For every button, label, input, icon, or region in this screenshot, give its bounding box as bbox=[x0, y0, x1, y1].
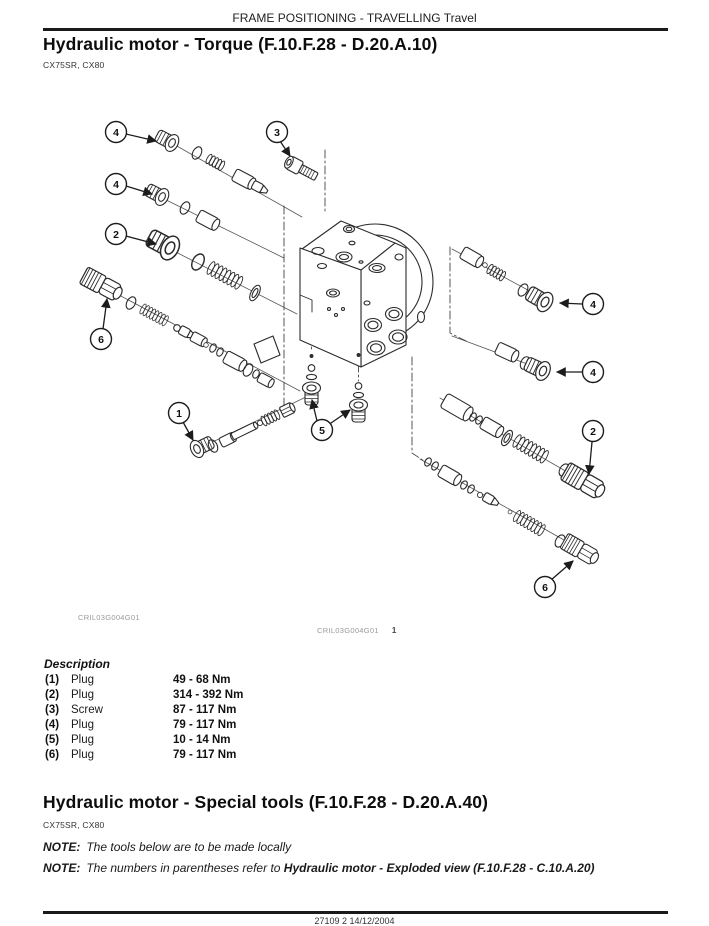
svg-text:4: 4 bbox=[590, 367, 596, 379]
note-2 bbox=[43, 861, 595, 875]
callout-3 bbox=[267, 122, 288, 143]
item-name: Plug bbox=[71, 749, 95, 762]
chain-screw3 bbox=[283, 155, 320, 183]
chain-plug4-right-top bbox=[459, 246, 556, 314]
valve-block bbox=[300, 221, 433, 367]
section-plate bbox=[254, 336, 280, 363]
svg-text:4: 4 bbox=[113, 179, 119, 191]
item-name: Plug bbox=[71, 689, 95, 702]
table-row bbox=[45, 688, 243, 703]
running-header: FRAME POSITIONING - TRAVELLING Travel bbox=[232, 11, 477, 25]
callout-2-b bbox=[583, 421, 604, 442]
note-text: The numbers in parentheses refer to bbox=[86, 861, 281, 875]
table-row bbox=[45, 673, 243, 688]
item-number: (2) bbox=[45, 689, 60, 702]
item-name: Plug bbox=[71, 674, 95, 686]
exploded-view-diagram bbox=[0, 100, 709, 640]
chain-plug1 bbox=[188, 402, 297, 460]
special-tools-title: Hydraulic motor - Special tools (F.10.F.28 - D.20.A.40) bbox=[43, 792, 489, 812]
svg-text:6: 6 bbox=[542, 582, 548, 594]
svg-text:1: 1 bbox=[176, 408, 182, 420]
item-number: (4) bbox=[45, 719, 60, 732]
item-number: (5) bbox=[45, 734, 60, 747]
torque-section-models: CX75SR, CX80 bbox=[43, 60, 105, 70]
table-row bbox=[45, 703, 243, 718]
item-number: (3) bbox=[45, 704, 60, 717]
table-row bbox=[45, 718, 243, 733]
item-torque: 79 - 117 Nm bbox=[173, 749, 237, 762]
table-row bbox=[45, 748, 243, 763]
svg-text:5: 5 bbox=[319, 425, 325, 437]
svg-text:4: 4 bbox=[113, 127, 119, 139]
svg-text:2: 2 bbox=[113, 229, 119, 241]
description-heading: Description bbox=[44, 657, 111, 671]
callout-4-a bbox=[106, 122, 127, 143]
callout-6-a bbox=[91, 329, 112, 350]
figure-page-ref: 1 bbox=[391, 626, 397, 635]
item-number: (6) bbox=[45, 749, 60, 762]
svg-text:6: 6 bbox=[98, 334, 104, 346]
callout-1 bbox=[169, 403, 190, 424]
figure-code: CRIL03G004G01 bbox=[317, 626, 379, 635]
svg-text:2: 2 bbox=[590, 426, 596, 438]
note-text: The tools below are to be made locally bbox=[86, 840, 292, 854]
note-reference: Hydraulic motor - Exploded view (F.10.F.28 - C.10.A.20) bbox=[283, 861, 595, 875]
note-1 bbox=[43, 840, 291, 854]
chain-plug6-left bbox=[79, 267, 275, 389]
torque-table bbox=[45, 673, 243, 764]
special-tools-models: CX75SR, CX80 bbox=[43, 820, 105, 830]
svg-text:4: 4 bbox=[590, 299, 596, 311]
item-name: Plug bbox=[71, 734, 95, 747]
table-row bbox=[45, 733, 243, 748]
callout-2-a bbox=[106, 224, 127, 245]
callout-6-b bbox=[535, 577, 556, 598]
item-torque: 79 - 117 Nm bbox=[173, 719, 237, 732]
item-number: (1) bbox=[45, 674, 60, 686]
svg-text:3: 3 bbox=[274, 127, 280, 139]
callout-4-b bbox=[106, 174, 127, 195]
torque-section-title: Hydraulic motor - Torque (F.10.F.28 - D.20.A.10) bbox=[43, 34, 438, 54]
chain-plug4-top bbox=[153, 127, 269, 196]
note-label: NOTE: bbox=[43, 861, 81, 875]
callout-4-c bbox=[583, 294, 604, 315]
page-footer: 27109 2 14/12/2004 bbox=[314, 916, 395, 926]
item-torque: 87 - 117 Nm bbox=[173, 704, 237, 717]
callout-4-d bbox=[583, 362, 604, 383]
note-label: NOTE: bbox=[43, 840, 81, 854]
item-torque: 49 - 68 Nm bbox=[173, 674, 231, 686]
footer-rule bbox=[43, 911, 668, 914]
figure-code: CRIL03G004G01 bbox=[78, 613, 140, 622]
chain-plug4-second bbox=[143, 181, 222, 232]
callout-5 bbox=[312, 420, 333, 441]
chain-plug2-left bbox=[143, 226, 262, 303]
item-torque: 10 - 14 Nm bbox=[173, 734, 231, 747]
item-name: Screw bbox=[71, 704, 103, 717]
header-rule bbox=[43, 28, 668, 31]
item-name: Plug bbox=[71, 719, 95, 732]
item-torque: 314 - 392 Nm bbox=[173, 689, 244, 702]
figure-code-page bbox=[317, 626, 397, 635]
